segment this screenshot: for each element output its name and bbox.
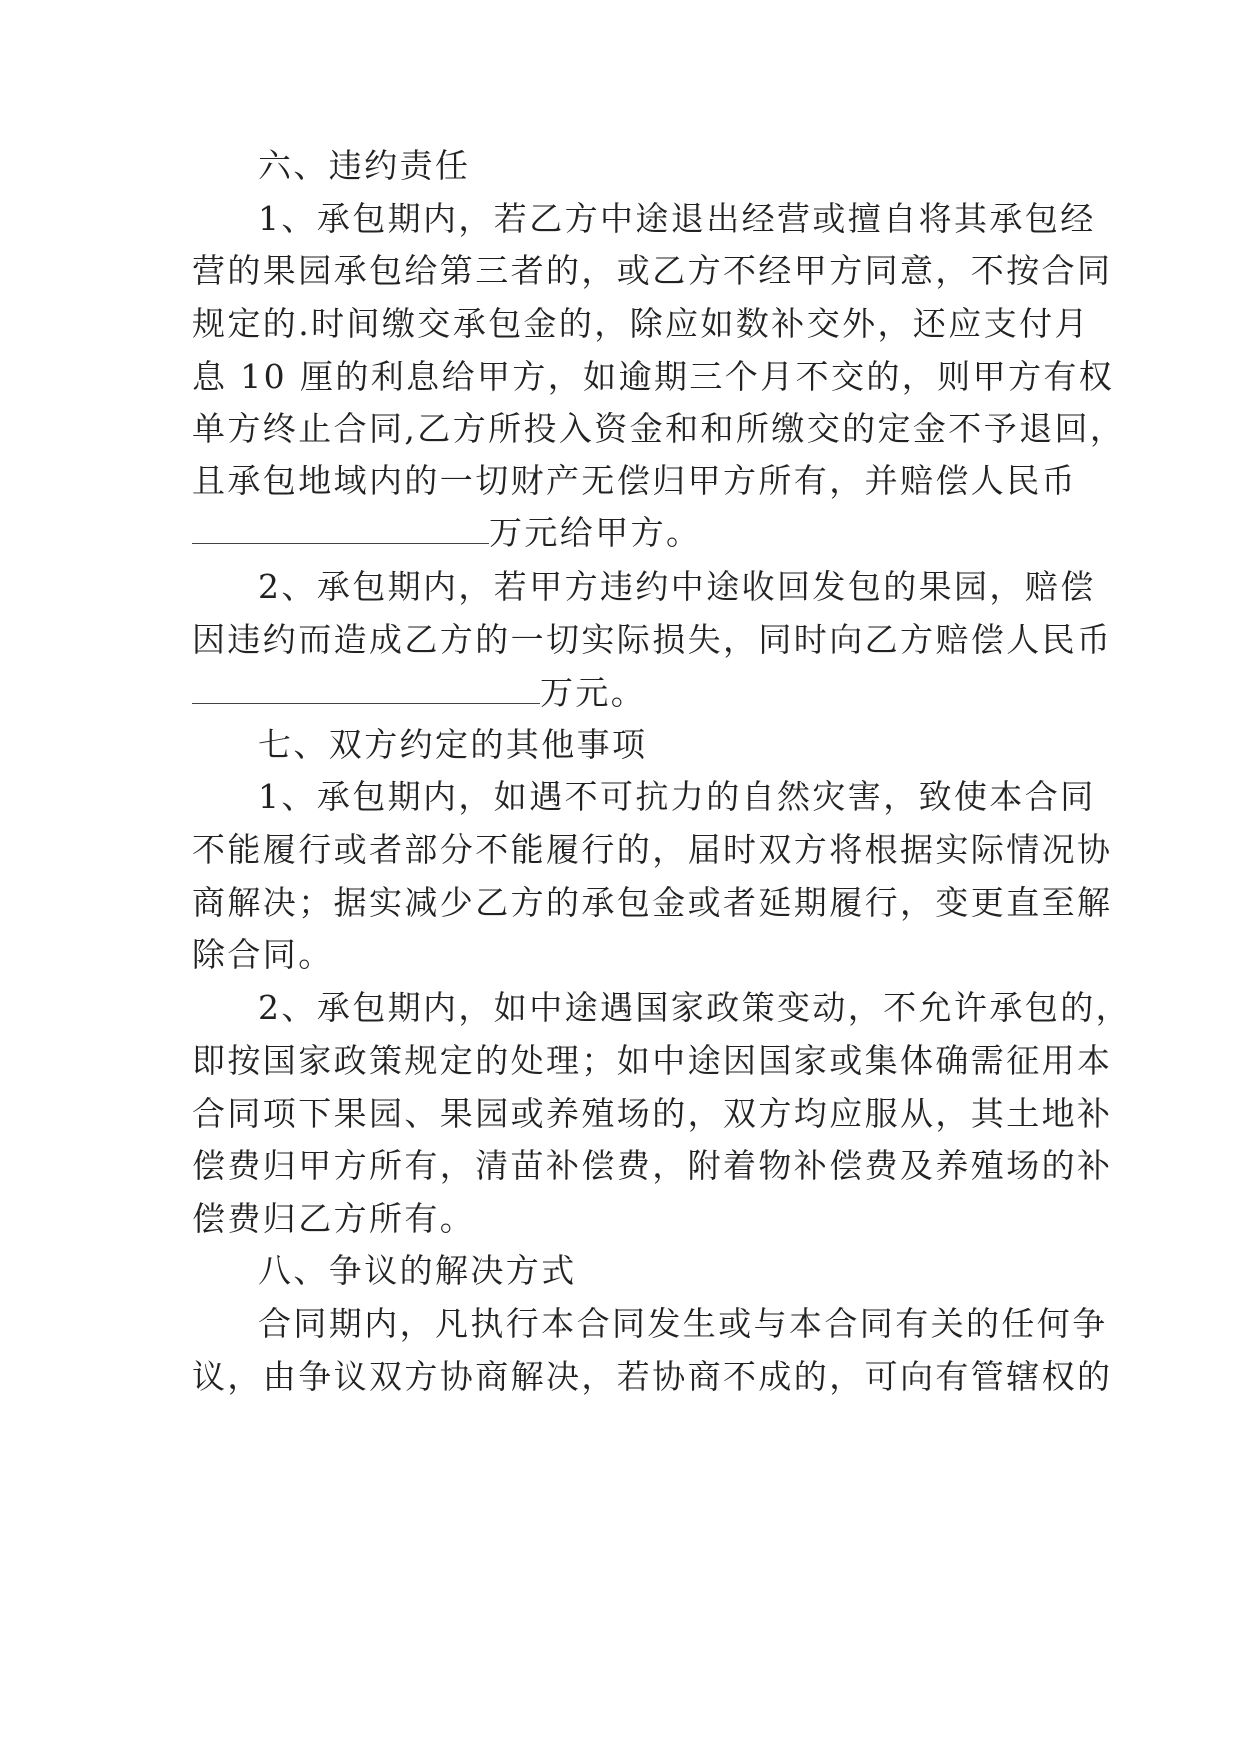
paragraph-line-with-blank <box>192 664 1062 722</box>
paragraph-line: 且承包地域内的一切财产无偿归甲方所有，并赔偿人民币 <box>192 461 1077 500</box>
fill-in-blank-amount <box>192 515 489 544</box>
paragraph-text: 万元给甲方。 <box>489 513 702 552</box>
paragraph-line: 议，由争议双方协商解决，若协商不成的，可向有管辖权的 <box>192 1357 1113 1396</box>
paragraph-line: 息 10 厘的利息给甲方，如逾期三个月不交的，则甲方有权 <box>192 357 1115 396</box>
paragraph-line: 偿费归甲方所有，清苗补偿费，附着物补偿费及养殖场的补 <box>192 1146 1113 1185</box>
paragraph-line: 2、承包期内，若甲方违约中途收回发包的果园，赔偿 <box>258 567 1096 606</box>
paragraph-line: 1、承包期内，如遇不可抗力的自然灾害，致使本合同 <box>258 777 1096 816</box>
paragraph-line-with-blank <box>192 504 1062 562</box>
paragraph-line: 1、承包期内，若乙方中途退出经营或擅自将其承包经 <box>258 199 1096 238</box>
paragraph-line: 2、承包期内，如中途遇国家政策变动，不允许承包的， <box>258 988 1131 1027</box>
paragraph-line: 商解决；据实减少乙方的承包金或者延期履行，变更直至解 <box>192 883 1113 922</box>
paragraph-line: 规定的.时间缴交承包金的，除应如数补交外，还应支付月 <box>192 304 1090 343</box>
paragraph-line: 因违约而造成乙方的一切实际损失，同时向乙方赔偿人民币 <box>192 620 1113 659</box>
fill-in-blank-amount <box>192 675 540 704</box>
section-heading-dispute-resolution: 八、争议的解决方式 <box>258 1251 577 1290</box>
paragraph-line: 单方终止合同,乙方所投入资金和和所缴交的定金不予退回， <box>192 409 1126 448</box>
paragraph-line: 营的果园承包给第三者的，或乙方不经甲方同意，不按合同 <box>192 251 1113 290</box>
paragraph-text: 万元。 <box>540 673 647 712</box>
section-heading-breach-liability: 六、违约责任 <box>258 146 471 185</box>
paragraph-line: 合同项下果园、果园或养殖场的，双方均应服从，其土地补 <box>192 1094 1113 1133</box>
paragraph-line: 即按国家政策规定的处理；如中途因国家或集体确需征用本 <box>192 1041 1113 1080</box>
section-heading-other-matters: 七、双方约定的其他事项 <box>258 725 648 764</box>
paragraph-line: 不能履行或者部分不能履行的，届时双方将根据实际情况协 <box>192 830 1113 869</box>
paragraph-line: 除合同。 <box>192 935 334 974</box>
paragraph-line: 合同期内，凡执行本合同发生或与本合同有关的任何争 <box>258 1304 1108 1343</box>
paragraph-line: 偿费归乙方所有。 <box>192 1199 476 1238</box>
